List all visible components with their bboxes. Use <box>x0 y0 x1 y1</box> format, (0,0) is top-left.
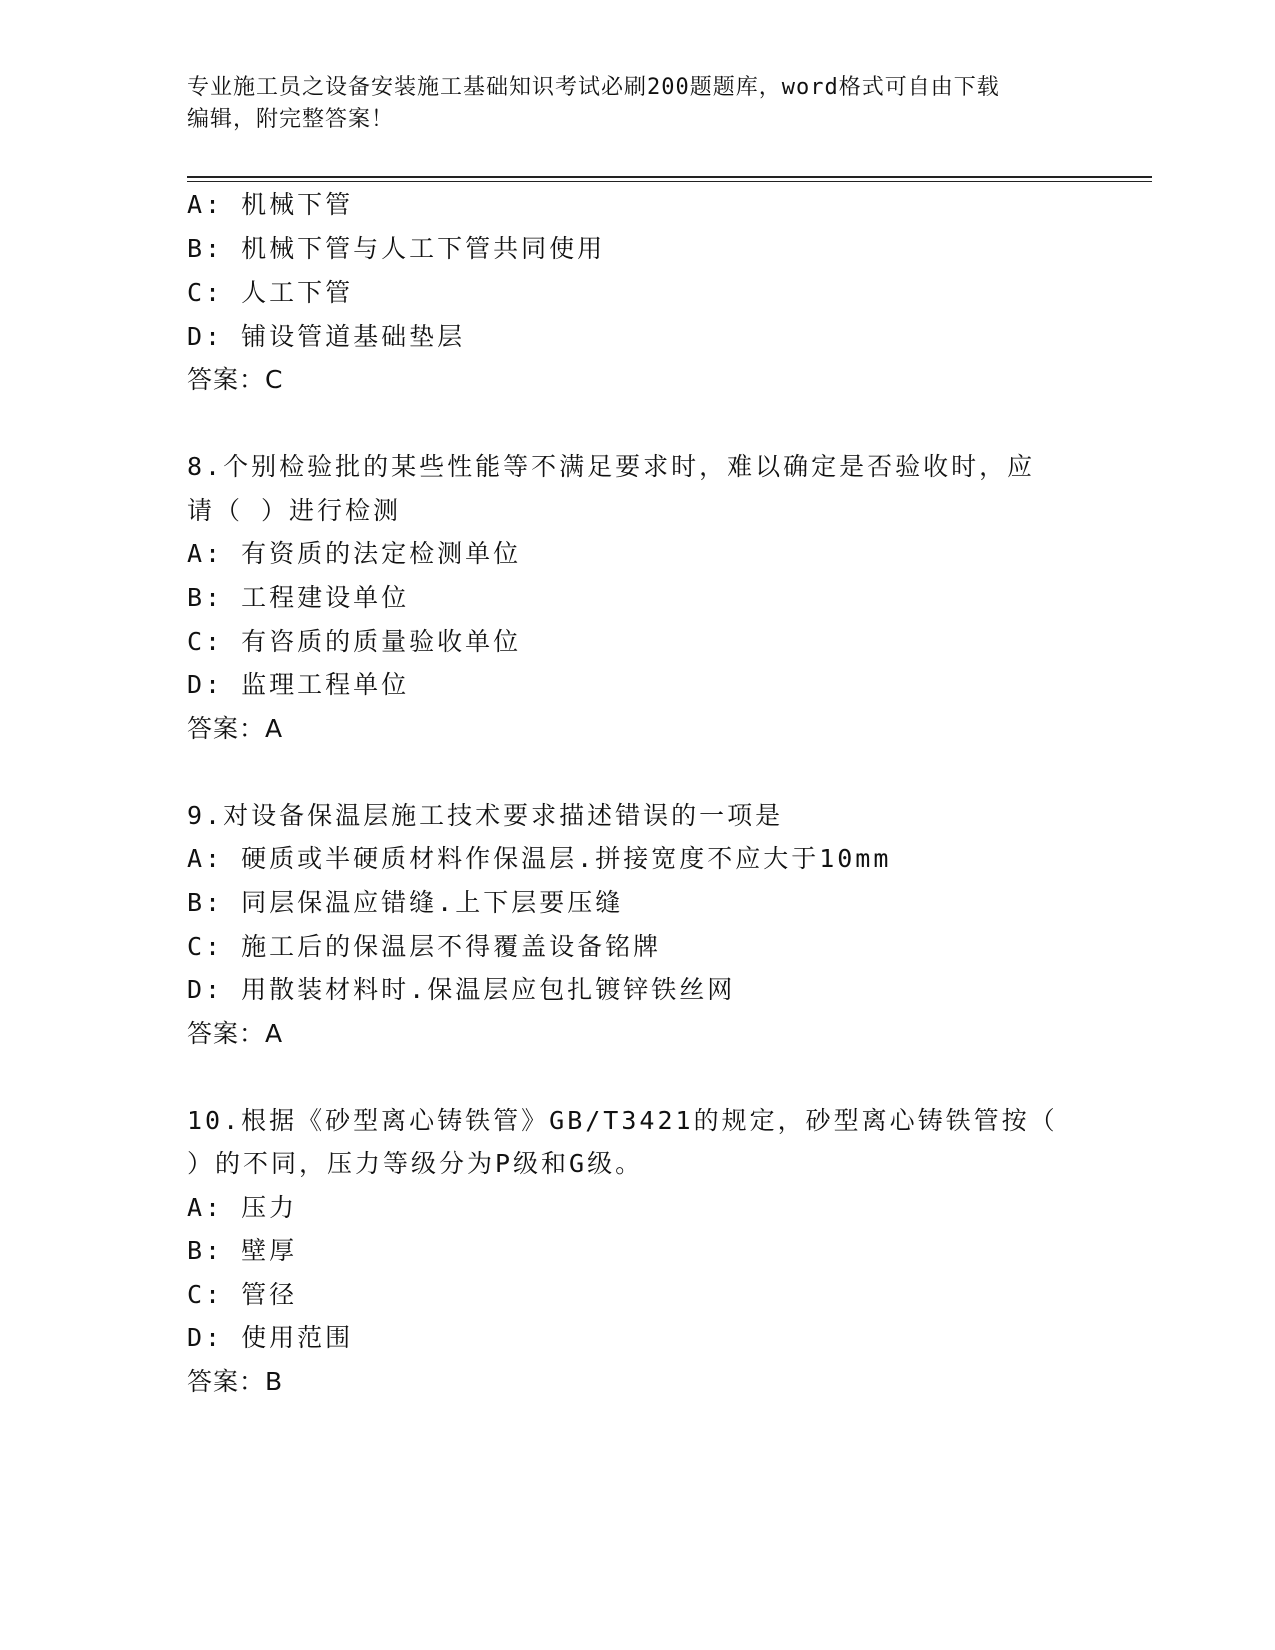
header-title-line-1: 专业施工员之设备安装施工基础知识考试必刷200题题库，word格式可自由下载 <box>187 75 1000 100</box>
q10-question-line-1: 10.根据《砂型离心铸铁管》GB/T3421的规定，砂型离心铸铁管按（ <box>187 1106 1058 1135</box>
q8-option-d: D: 监理工程单位 <box>187 670 410 699</box>
q7-answer: 答案：C <box>187 365 284 394</box>
q9-option-b: B: 同层保温应错缝.上下层要压缝 <box>187 888 624 917</box>
header-title-line-2: 编辑，附完整答案！ <box>187 107 395 132</box>
q7-option-b: B: 机械下管与人工下管共同使用 <box>187 234 606 263</box>
q8-option-c: C: 有咨质的质量验收单位 <box>187 627 522 656</box>
header-divider-thick <box>187 176 1152 178</box>
q10-option-a: A: 压力 <box>187 1193 298 1222</box>
q10-option-d: D: 使用范围 <box>187 1323 354 1352</box>
q10-question-line-2: ）的不同，压力等级分为P级和G级。 <box>187 1149 644 1178</box>
q9-option-a: A: 硬质或半硬质材料作保温层.拼接宽度不应大于10mm <box>187 844 892 873</box>
q7-option-a: A: 机械下管 <box>187 190 354 219</box>
q8-option-a: A: 有资质的法定检测单位 <box>187 539 522 568</box>
q7-option-d: D: 铺设管道基础垫层 <box>187 322 466 351</box>
q9-option-d: D: 用散装材料时.保温层应包扎镀锌铁丝网 <box>187 975 736 1004</box>
header-divider-thin <box>187 181 1152 182</box>
q7-option-c: C: 人工下管 <box>187 278 354 307</box>
q9-question-line-1: 9.对设备保温层施工技术要求描述错误的一项是 <box>187 801 784 830</box>
q10-answer: 答案：B <box>187 1367 284 1396</box>
q8-question-line-2: 请（ ）进行检测 <box>187 496 402 525</box>
q9-option-c: C: 施工后的保温层不得覆盖设备铭牌 <box>187 932 662 961</box>
q10-option-c: C: 管径 <box>187 1280 298 1309</box>
q8-question-line-1: 8.个别检验批的某些性能等不满足要求时，难以确定是否验收时，应 <box>187 452 1036 481</box>
q8-option-b: B: 工程建设单位 <box>187 583 410 612</box>
q9-answer: 答案：A <box>187 1019 284 1048</box>
q10-option-b: B: 壁厚 <box>187 1236 298 1265</box>
document-header <box>187 72 1067 136</box>
q8-answer: 答案：A <box>187 714 284 743</box>
